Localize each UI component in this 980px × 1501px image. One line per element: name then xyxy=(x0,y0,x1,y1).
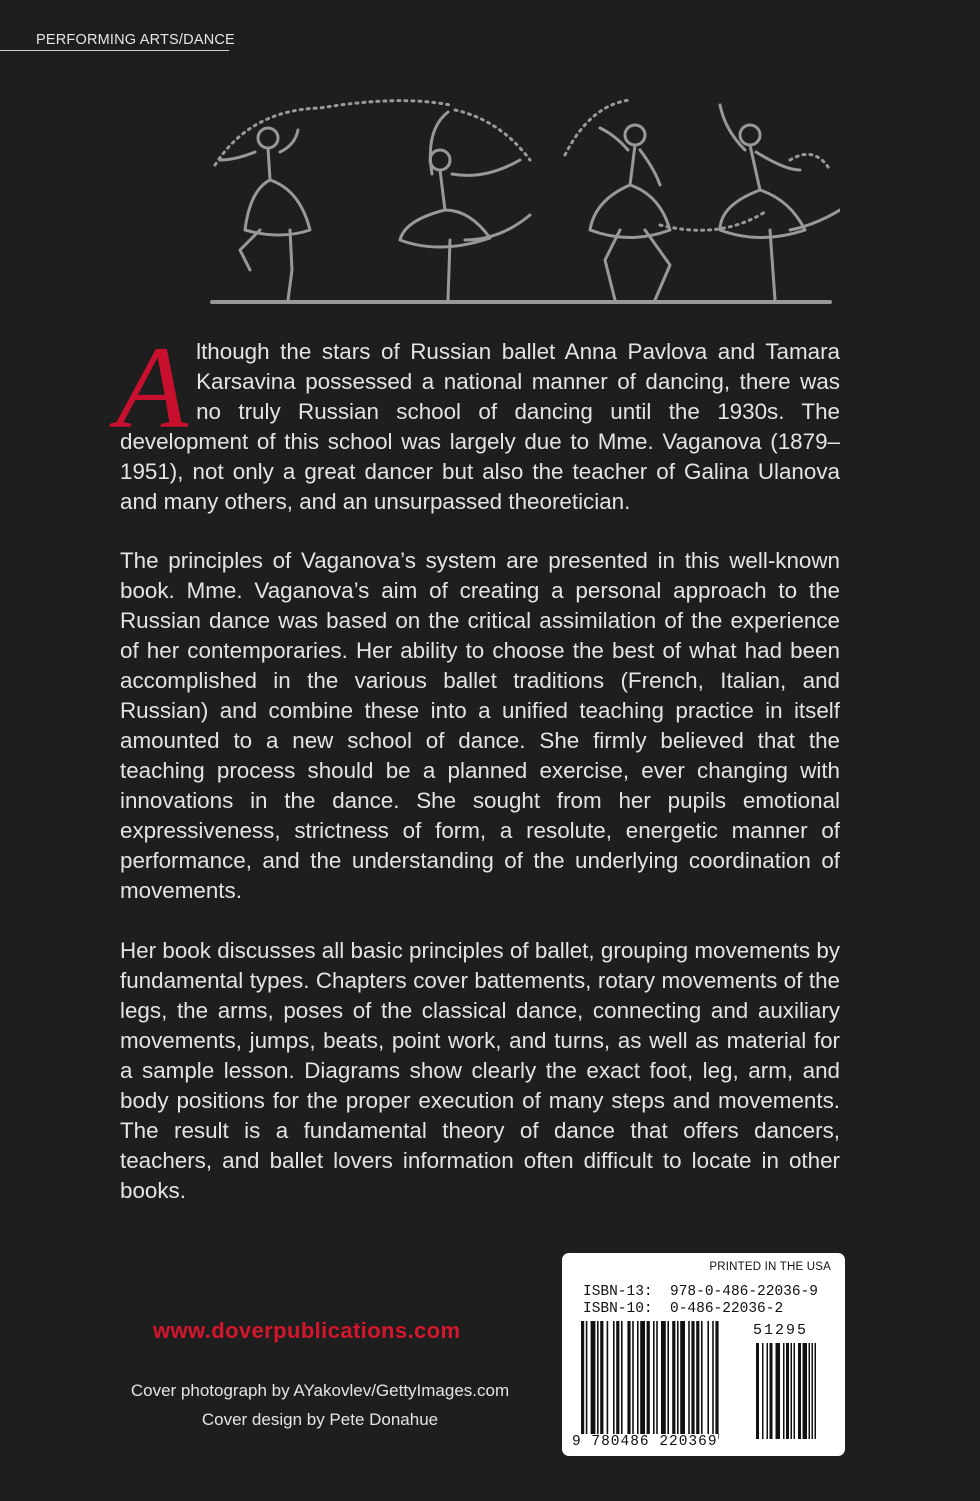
category-rule xyxy=(0,50,229,51)
isbn13-label: ISBN-13: xyxy=(583,1284,653,1300)
description-paragraph-1 xyxy=(116,322,840,517)
paragraph-1-text: lthough the stars of Russian ballet Anna Pavlova and Tamara Karsavina possessed a national manner of dancing, there was no truly Russian school of dancing until the 1930s. The development of this school was largely due to Mme. Vaganova (1879–1951), not only a great dancer but also the teacher of Galina Ulanova and many others, and an unsurpassed theoretician. xyxy=(120,339,840,514)
ean-digits: 9 780486 220369 xyxy=(572,1434,718,1450)
barcode-panel xyxy=(562,1253,845,1456)
isbn10-value: 0-486-22036-2 xyxy=(670,1301,784,1317)
isbn10-line xyxy=(583,1301,783,1317)
printed-in-label: PRINTED IN THE USA xyxy=(709,1261,831,1273)
price-code: 51295 xyxy=(753,1322,809,1339)
design-credit: Cover design by Pete Donahue xyxy=(201,1410,439,1429)
photo-credit: Cover photograph by AYakovlev/GettyImages.com xyxy=(130,1381,510,1400)
ballet-dancers-illustration xyxy=(200,90,840,315)
isbn13-line xyxy=(583,1284,818,1300)
cover-credits xyxy=(100,1376,540,1434)
publisher-website-link[interactable]: www.doverpublications.com xyxy=(153,1318,461,1343)
category-label: PERFORMING ARTS/DANCE xyxy=(36,32,235,48)
description-paragraph-2: The principles of Vaganova’s system are presented in this well-known book. Mme. Vaganova’s aim of creating a personal approach to the Russian dance was based on the critical assimilation of the experience of her contemporaries. Her ability to choose the best of what had been accomplished in the various ballet traditions (French, Italian, and Russian) and combine these into a unified teaching practice in itself amounted to a new school of dance. She firmly believed that the teaching process should be a planned exercise, ever changing with innovations in the dance. She sought from her pupils emotional expressiveness, strictness of form, a resolute, energetic manner of performance, and the understanding of the underlying coordination of movements. xyxy=(120,548,840,903)
isbn13-value: 978-0-486-22036-9 xyxy=(670,1284,818,1300)
description-paragraph-3: Her book discusses all basic principles of ballet, grouping movements by fundamental types. Chapters cover battements, rotary movements of the legs, the arms, poses of the classical dance, connecting and auxiliary movements, jumps, beats, point work, and turns, as well as material for a sample lesson. Diagrams show clearly the exact foot, leg, arm, and body positions for the proper execution of many steps and movements. The result is a fundamental theory of dance that offers dancers, teachers, and ballet lovers information often difficult to locate in other books. xyxy=(120,938,840,1203)
isbn10-label: ISBN-10: xyxy=(583,1301,653,1317)
drop-cap: A xyxy=(116,322,189,453)
